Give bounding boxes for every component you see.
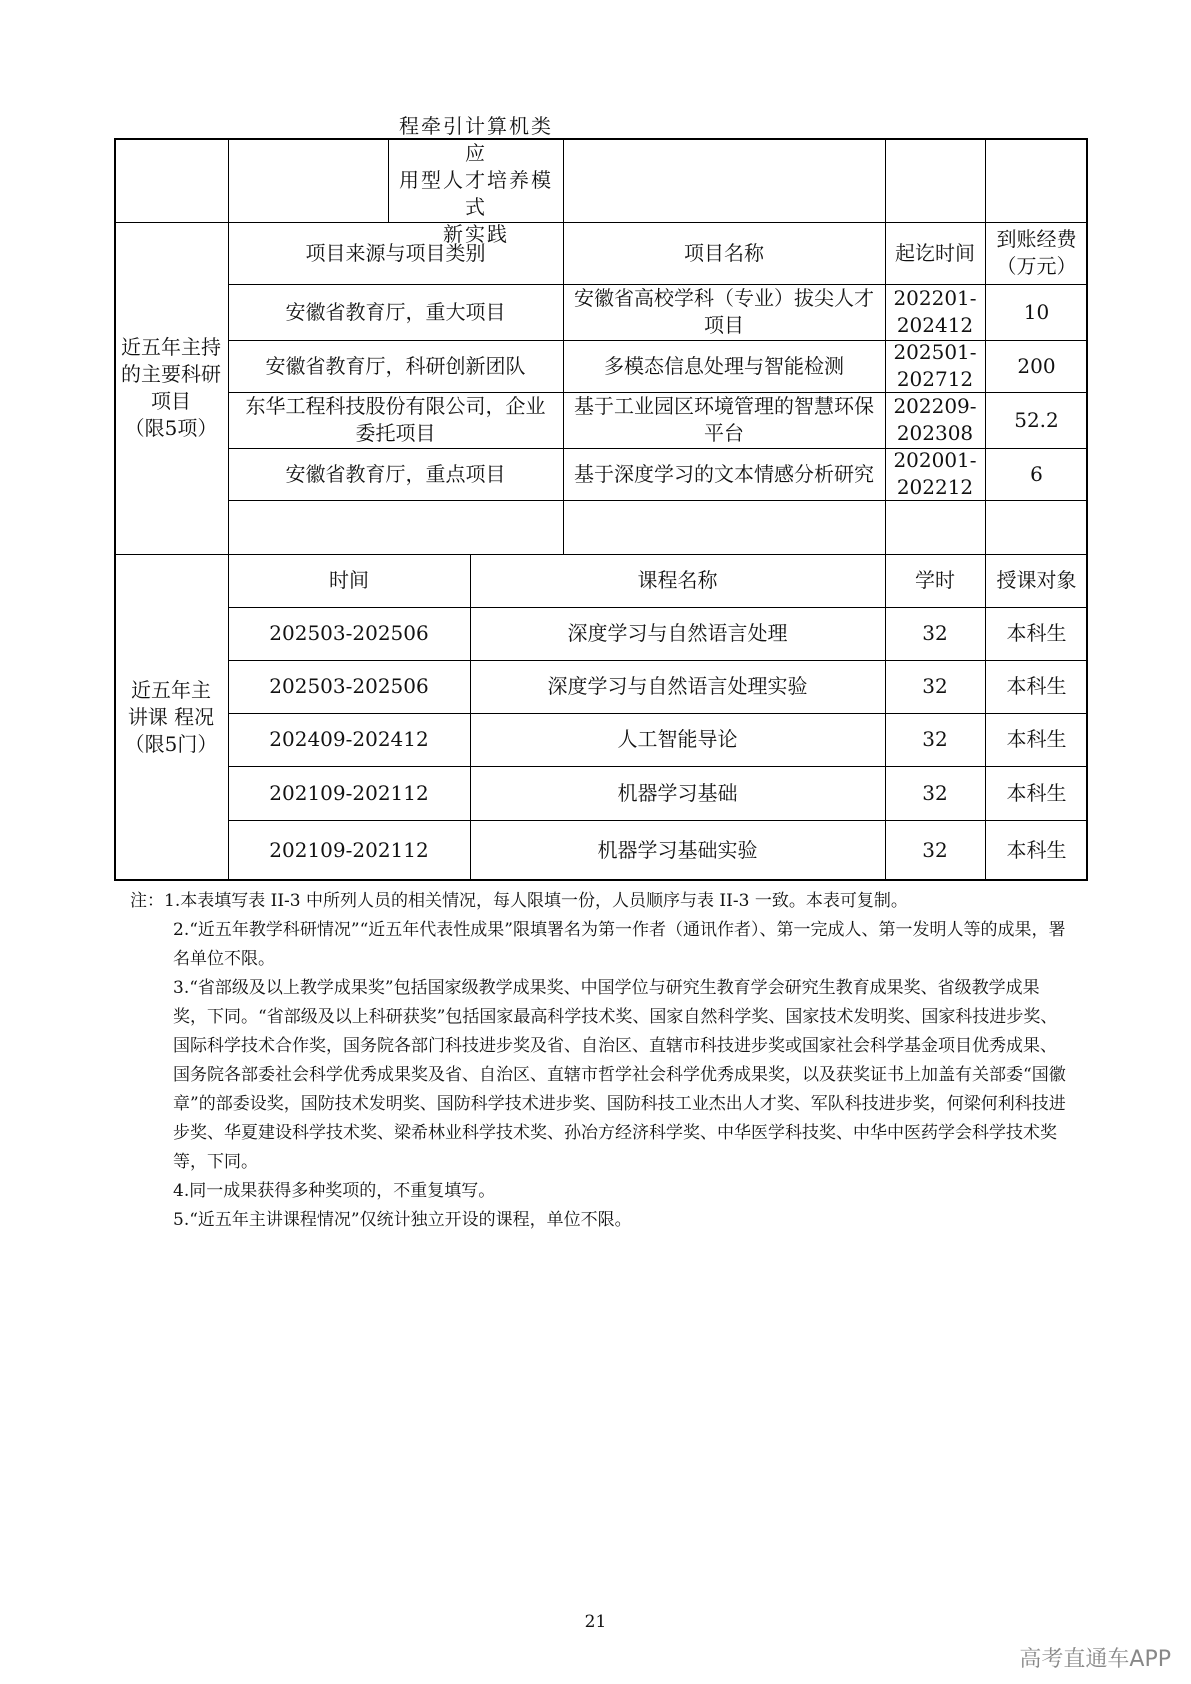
course-hours: 32 bbox=[922, 621, 948, 645]
course-name: 机器学习基础 bbox=[617, 780, 738, 805]
research-period: 202209- 202308 bbox=[893, 394, 977, 445]
note-3: 3.“省部级及以上教学成果奖”包括国家级教学成果奖、中国学位与研究生教育学会研究生教育成果奖、省级教学成果奖，下同。“省部级及以上科研获奖”包括国家最高科学技术奖、国家自然科学奖、国家技术发明奖、国家科技进步奖、国际科学技术合作奖，国务院各部门科技进步奖及省、自治区、直辖市科技进步奖或国家社会科学基金项目优秀成果、国务院各部委社会科学优秀成果奖及省、自治区、直辖市哲学社会科学优秀成果奖，以及获奖证书上加盖有关部委“国徽章”的部委设奖，国防技术发明奖、国防科学技术进步奖、国防科技工业杰出人才奖、军队科技进步奖，何梁何利科技进步奖、华夏建设科学技术奖、梁希林业科学技术奖、孙冶方经济科学奖、中华医学科技奖、中华中医药学会科学技术奖等，下同。 bbox=[173, 978, 1066, 1172]
research-source: 安徽省教育厅，重大项目 bbox=[285, 299, 506, 324]
footnotes bbox=[130, 887, 1070, 1235]
research-section-label: 近五年主持 的主要科研 项目 （限5项） bbox=[121, 335, 221, 440]
research-source: 安徽省教育厅，科研创新团队 bbox=[265, 353, 526, 378]
course-audience: 本科生 bbox=[1006, 621, 1067, 645]
course-time: 202503-202506 bbox=[269, 674, 429, 698]
course-audience: 本科生 bbox=[1006, 838, 1067, 862]
course-hours: 32 bbox=[922, 674, 948, 698]
research-name: 基于工业园区环境管理的智慧环保 平台 bbox=[574, 394, 874, 445]
note-5: 5.“近五年主讲课程情况”仅统计独立开设的课程，单位不限。 bbox=[173, 1210, 632, 1230]
course-name: 机器学习基础实验 bbox=[597, 838, 758, 862]
header-period: 起讫时间 bbox=[895, 240, 975, 265]
research-funding: 52.2 bbox=[1014, 407, 1059, 432]
course-name: 人工智能导论 bbox=[617, 727, 738, 751]
research-source: 东华工程科技股份有限公司，企业 委托项目 bbox=[245, 394, 546, 445]
header-project-name: 项目名称 bbox=[684, 240, 764, 265]
course-audience: 本科生 bbox=[1006, 674, 1067, 698]
course-time: 202503-202506 bbox=[269, 621, 429, 645]
research-funding: 200 bbox=[1017, 353, 1056, 378]
note-1: 注：1.本表填写表 II-3 中所列人员的相关情况，每人限填一份，人员顺序与表 II-3 一致。本表可复制。 bbox=[130, 891, 908, 911]
course-audience: 本科生 bbox=[1006, 727, 1067, 751]
project-name-cell: 程牵引计算机类应 用型人才培养模式 新实践 bbox=[399, 113, 553, 246]
header-hours: 学时 bbox=[915, 568, 955, 592]
course-time: 202109-202112 bbox=[269, 780, 429, 805]
research-name: 基于深度学习的文本情感分析研究 bbox=[574, 461, 874, 486]
header-funding: 到账经费 （万元） bbox=[996, 227, 1077, 278]
header-source: 项目来源与项目类别 bbox=[305, 240, 486, 265]
course-hours: 32 bbox=[922, 780, 948, 805]
course-time: 202409-202412 bbox=[269, 727, 429, 751]
research-period: 202201- 202412 bbox=[893, 286, 977, 337]
research-source: 安徽省教育厅，重点项目 bbox=[285, 461, 506, 486]
courses-section-label: 近五年主 讲课 程况 （限5门） bbox=[124, 678, 218, 756]
watermark: 高考直通车APP bbox=[1019, 1647, 1171, 1672]
course-hours: 32 bbox=[922, 727, 948, 751]
research-period: 202501- 202712 bbox=[893, 340, 977, 391]
research-name: 多模态信息处理与智能检测 bbox=[604, 353, 844, 378]
course-name: 深度学习与自然语言处理实验 bbox=[547, 674, 808, 698]
research-period: 202001- 202212 bbox=[893, 448, 977, 499]
header-audience: 授课对象 bbox=[996, 568, 1077, 592]
course-time: 202109-202112 bbox=[269, 838, 429, 862]
header-course-name: 课程名称 bbox=[637, 568, 718, 592]
header-time: 时间 bbox=[329, 568, 369, 592]
course-audience: 本科生 bbox=[1006, 780, 1067, 805]
course-name: 深度学习与自然语言处理 bbox=[567, 621, 788, 645]
note-2: 2.“近五年教学科研情况”“近五年代表性成果”限填署名为第一作者（通讯作者）、第一完成人、第一发明人等的成果，署名单位不限。 bbox=[173, 920, 1066, 969]
note-4: 4.同一成果获得多种奖项的，不重复填写。 bbox=[173, 1181, 496, 1201]
course-hours: 32 bbox=[922, 838, 948, 862]
research-name: 安徽省高校学科（专业）拔尖人才 项目 bbox=[574, 286, 874, 337]
research-funding: 10 bbox=[1023, 299, 1050, 324]
page-number: 21 bbox=[584, 1612, 607, 1632]
research-funding: 6 bbox=[1030, 461, 1043, 486]
